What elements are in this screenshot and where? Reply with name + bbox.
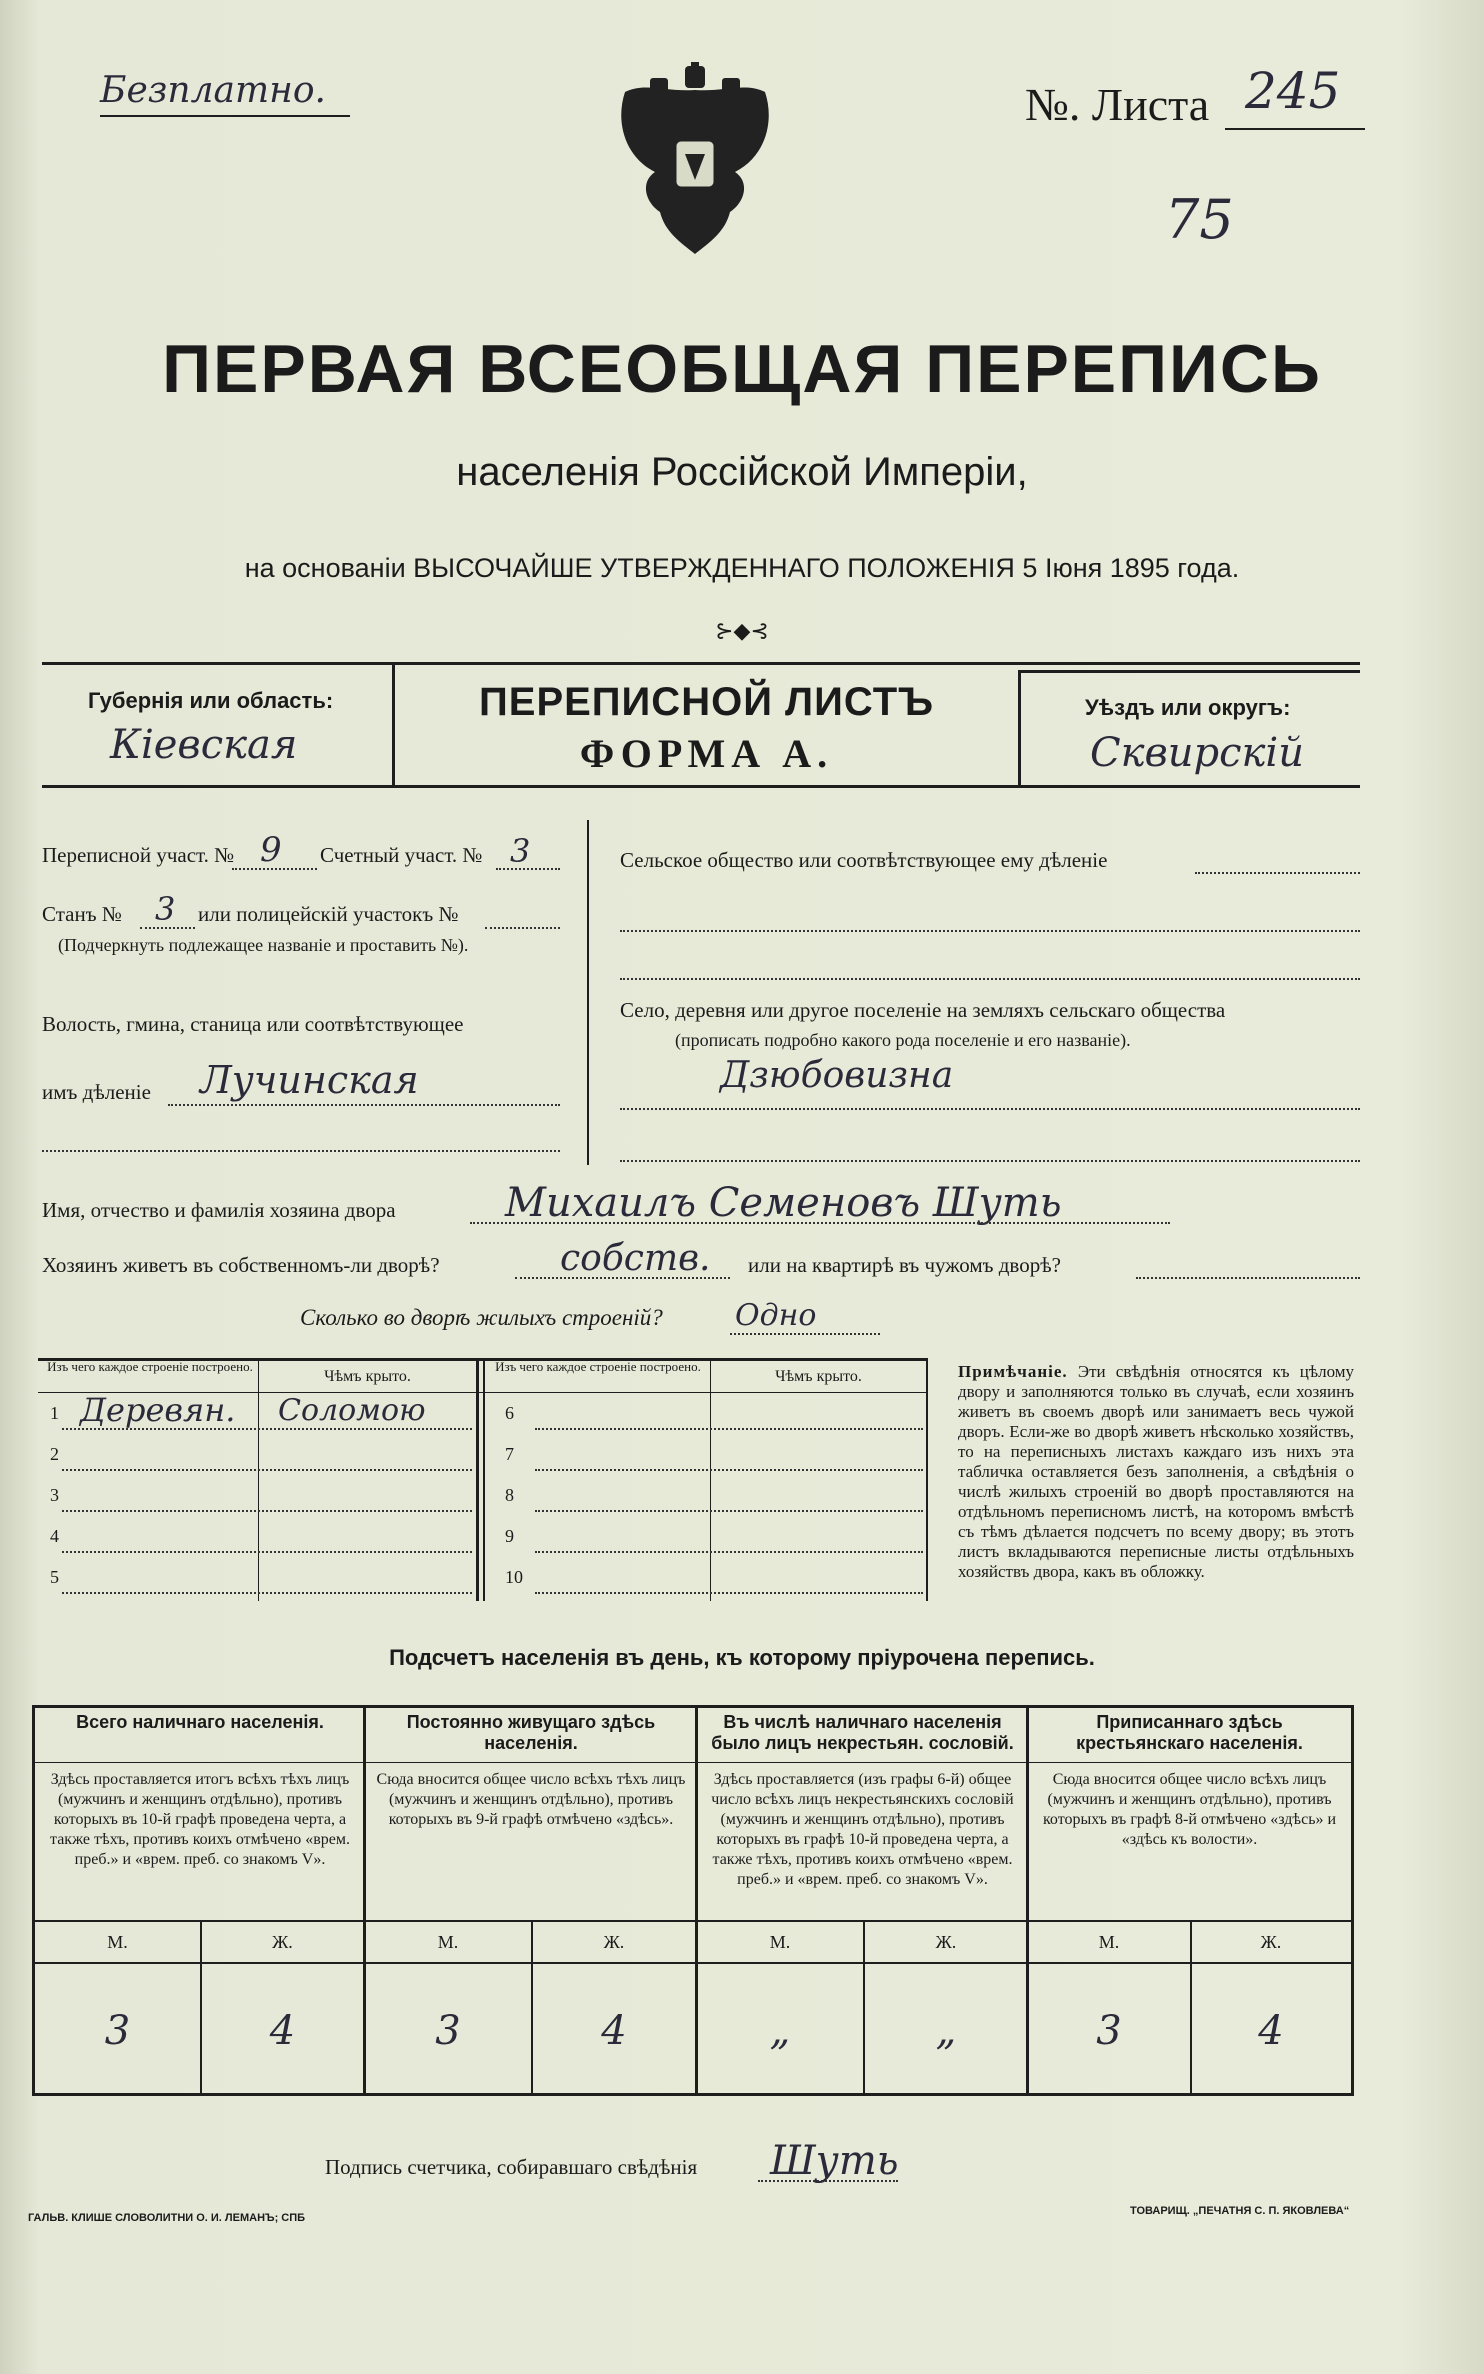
ornament: ⊱◆⊰ [715,618,769,643]
buildings-col-material-right: Изъ чего каждое строеніе построено. [495,1359,701,1374]
perepis-uchast-label: Переписной участ. № [42,843,235,867]
lives-label-2: или на квартирѣ въ чужомъ дворѣ? [748,1253,1061,1277]
buildings-value: Одно [735,1298,817,1333]
buildings-col-material-left: Изъ чего каждое строеніе построено. [47,1359,253,1374]
count-column-description: Здѣсь проставляется (изъ графы 6-й) общее число всѣхъ лицъ некрестьянскихъ сословій (мужчинъ и женщинъ отдѣльно), противъ которыхъ въ графѣ 10-й проведена черта, а также тѣхъ, противъ коихъ отмѣчено «врем. преб.» и «врем. преб. со знакомъ V». [711,1771,1014,1888]
building-roof: Соломою [278,1393,426,1428]
buildings-label: Сколько во дворѣ жилыхъ строеній? [300,1305,663,1330]
uezd-label: Уѣздъ или округъ: [1085,695,1291,720]
female-count: 4 [269,2008,296,2054]
male-count: 3 [1096,2008,1122,2054]
count-column-description: Сюда вносится общее число всѣхъ тѣхъ лицъ (мужчинъ и женщинъ отдѣльно), противъ которыхъ въ 9-й графѣ отмѣчено «здѣсь». [376,1771,686,1828]
double-headed-eagle-icon [605,62,785,257]
sheet-number-label: №. Листа [1025,79,1210,130]
owner-label: Имя, отчество и фамилія хозяина двора [42,1198,396,1222]
note [958,1362,1354,1582]
lives-label: Хозяинъ живетъ въ собственномъ-ли дворѣ? [42,1253,440,1277]
sheet-number-value: 245 [1245,62,1341,120]
female-label: Ж. [935,1932,957,1952]
printer-right: ТОВАРИЩ. „ПЕЧАТНЯ С. П. ЯКОВЛЕВА“ [1130,2205,1350,2217]
building-material: Деревян. [80,1391,236,1429]
volost-value: Лучинская [200,1058,419,1102]
stan-label: Станъ № [42,902,122,926]
count-column-title: Приписаннаго здѣсь крестьянскаго населенія. [1076,1712,1303,1753]
building-row-number: 4 [50,1526,59,1546]
female-count: 4 [601,2008,627,2054]
male-label: М. [437,1932,459,1952]
form-a: ФОРМА А. [579,731,834,776]
printer-left: ГАЛЬВ. КЛИШЕ СЛОВОЛИТНИ О. И. ЛЕМАНЪ; СПБ [28,2212,306,2224]
female-label: Ж. [1260,1932,1282,1952]
stan-value: 3 [155,890,176,928]
form-title: ПЕРЕПИСНОЙ ЛИСТЪ [479,680,934,724]
building-row-number: 5 [50,1567,59,1587]
female-count: 4 [1258,2008,1284,2054]
count-heading: Подсчетъ населенія въ день, къ которому пріурочена перепись. [389,1645,1095,1670]
female-label: Ж. [272,1932,293,1952]
count-column-title: Постоянно живущаго здѣсь населенія. [406,1712,656,1753]
lives-value: собств. [560,1238,711,1279]
selskoe-label: Сельское общество или соотвѣтствующее ему дѣленіе [620,848,1108,872]
building-row-number: 9 [505,1526,514,1546]
volost-label-2: имъ дѣленіе [42,1080,151,1104]
free-label: Безплатно. [100,70,326,111]
schetny-uchast-label: Счетный участ. № [320,843,483,867]
building-row-number: 6 [505,1403,514,1423]
gubernia-label: Губернія или область: [88,688,334,713]
building-row-number: 10 [505,1567,523,1587]
male-label: М. [1098,1932,1120,1952]
female-count: „ [935,2008,957,2054]
count-column-title: Въ числѣ наличнаго населенія было лицъ некрестьян. сословій. [711,1712,1014,1753]
perepis-uchast-value: 9 [260,830,282,870]
page-title: ПЕРВАЯ ВСЕОБЩАЯ ПЕРЕПИСЬ [162,331,1322,407]
selo-value: Дзюбовизна [720,1055,954,1096]
buildings-col-roof-right: Чѣмъ крыто. [775,1368,862,1385]
buildings-col-roof-left: Чѣмъ крыто. [324,1368,411,1385]
note-lead: Примѣчаніе. [958,1362,1068,1381]
male-label: М. [769,1932,791,1952]
page-subtitle: населенія Россійской Имперіи, [456,450,1028,494]
owner-value: Михаилъ Семеновъ Шуть [505,1180,1062,1226]
legal-basis: на основаніи ВЫСОЧАЙШЕ УТВЕРЖДЕННАГО ПОЛОЖЕНІЯ 5 Іюня 1895 года. [244,553,1240,583]
male-count: „ [769,2008,791,2054]
male-label: М. [107,1932,128,1952]
schetny-uchast-value: 3 [510,832,531,870]
building-row-number: 3 [50,1485,59,1505]
building-row-number: 2 [50,1444,59,1464]
gubernia-value: Кіевская [110,722,298,768]
male-count: 3 [104,2008,131,2054]
volost-label: Волость, гмина, станица или соотвѣтствующее [42,1012,464,1036]
female-label: Ж. [603,1932,625,1952]
signature-label: Подпись счетчика, собиравшаго свѣдѣнія [325,2155,698,2179]
note-text: Эти свѣдѣнія относятся къ цѣлому двору и заполняются только въ случаѣ, если хозяинъ живетъ въ своемъ дворѣ или занимаетъ весь чужой дворъ. Если-же во дворѣ живетъ нѣсколько хозяйствъ, то на переписныхъ листахъ каждаго изъ нихъ эта табличка оставляется безъ заполненія, а свѣдѣнія о числѣ жилыхъ строеній во дворѣ проставляются на отдѣльномъ переписномъ листѣ, на которомъ вмѣстѣ съ тѣмъ дѣлается подсчетъ по всему двору; въ этотъ листъ вкладываются переписные листы отдѣльныхъ хозяйствъ двора, какъ въ обложку. [958,1362,1355,1581]
selo-note: (прописать подробно какого рода поселеніе и его названіе). [675,1030,1131,1050]
police-label: или полицейскій участокъ № [198,902,459,926]
count-column-description: Сюда вносится общее число всѣхъ лицъ (мужчинъ и женщинъ отдѣльно), противъ которыхъ въ графѣ 8-й отмѣчено «здѣсь» и «здѣсь къ волости». [1042,1771,1337,1848]
male-count: 3 [435,2008,461,2054]
signature-value: Шуть [770,2138,899,2184]
underline-note: (Подчеркнуть подлежащее названіе и проставить №). [58,935,469,955]
count-column-title: Всего наличнаго населенія. [76,1712,324,1732]
count-column-description: Здѣсь проставляется итогъ всѣхъ тѣхъ лицъ (мужчинъ и женщинъ отдѣльно), противъ которыхъ въ 10-й графѣ проведена черта, а также тѣхъ, противъ коихъ отмѣчено «врем. преб.» и «врем. преб. со знакомъ V». [50,1771,350,1868]
sheet-sub-number: 75 [1165,188,1234,251]
building-row-number: 8 [505,1485,514,1505]
uezd-value: Сквирскій [1090,730,1304,776]
building-row-number: 7 [505,1444,514,1464]
selo-label: Село, деревня или другое поселеніе на земляхъ сельскаго общества [620,998,1226,1022]
building-row-number: 1 [50,1403,59,1423]
